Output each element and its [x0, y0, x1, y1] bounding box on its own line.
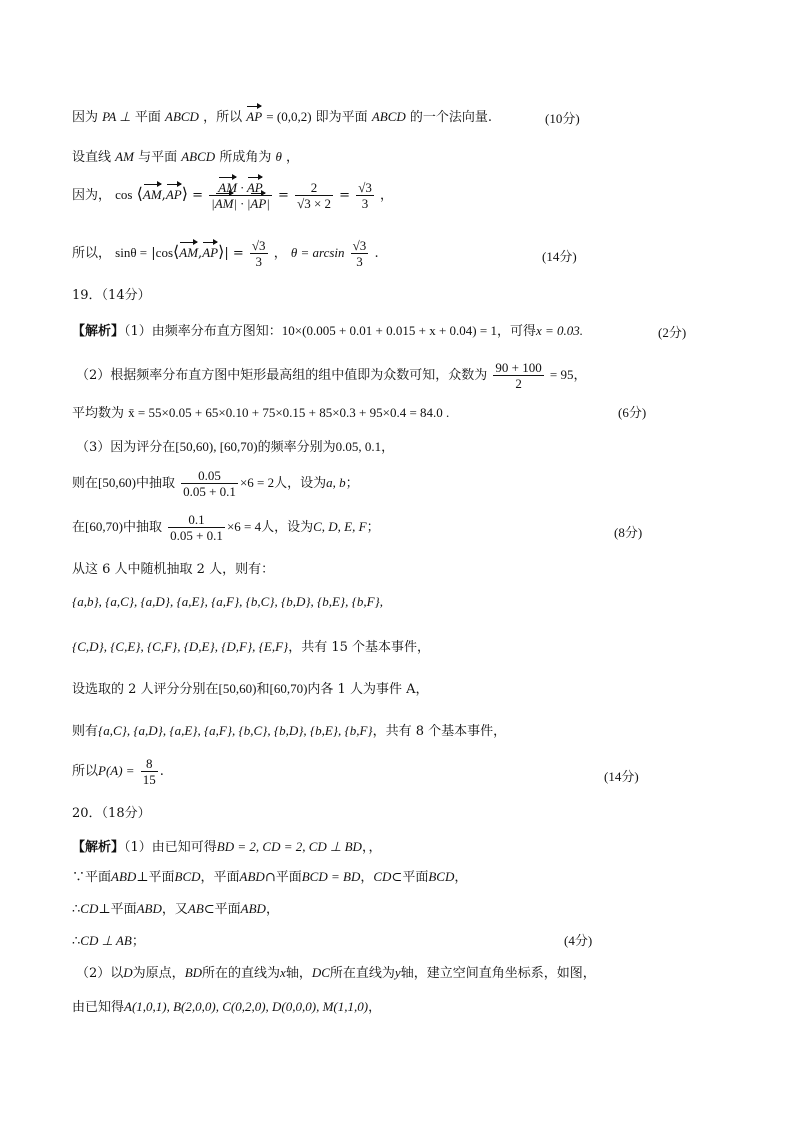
math: ABCD — [165, 109, 199, 124]
q19-line7: 从这 6 人中随机抽取 2 人，则有： — [72, 562, 275, 577]
math: ABCD — [371, 109, 406, 124]
score-6: (6分) — [618, 405, 647, 420]
fraction: $\frac{√3}{3}$ — [358, 180, 372, 211]
text: 与平面 — [138, 150, 178, 165]
q19-line3: 平均数为 x̄ = 55×0.05 + 65×0.10 + 75×0.15 + 85×0.3 + 95×0.4 = 84.0 . — [72, 405, 450, 421]
score-14: (14分) — [542, 249, 577, 264]
q19-line6: 在[60,70)中抽取 $\frac{0.1}{0.05 + 0.1}$ ×6 = 4人，设为C, D, E, F； — [72, 512, 380, 543]
math: θ — [275, 149, 282, 164]
q20-heading: 20．（18分） — [72, 806, 151, 821]
line-normal-vector — [72, 106, 753, 125]
q19-line5: 则在[50,60)中抽取 $\frac{0.05}{0.05 + 0.1}$ ×6 = 2人，设为a, b； — [72, 468, 359, 499]
score-14b: (14分) — [604, 769, 639, 784]
q19-line12: 所以P(A) = $\frac{8}{15}$ . — [72, 756, 164, 787]
score-8: (8分) — [614, 525, 643, 540]
text: 因为 — [72, 110, 99, 125]
text: 的一个法向量. — [409, 110, 493, 125]
q19-line4: （3）因为评分在[50,60), [60,70)的频率分别为0.05, 0.1， — [76, 439, 395, 455]
math: sinθ = — [115, 245, 148, 260]
line-angle-def — [72, 146, 753, 165]
q20-line1: 【解析】（1）由已知可得BD = 2, CD = 2, CD ⊥ BD，， — [72, 839, 382, 855]
q20-line3: ∴CD⊥平面ABD，又AB⊂平面ABD， — [72, 901, 279, 917]
math: PA ⊥ — [102, 109, 131, 124]
score-4: (4分) — [564, 933, 593, 948]
q19-line2: （2）根据频率分布直方图中矩形最高组的组中值即为众数可知，众数为 $\frac{90 + 100}{2}$ = 95， — [76, 360, 587, 391]
q19-heading: 19．（14分） — [72, 288, 151, 303]
text: 因为， — [72, 188, 112, 203]
text: 平面 — [134, 110, 161, 125]
q20-line4: ∴CD ⊥ AB； — [72, 933, 145, 949]
fraction: $\frac{2}{√3 \times 2}$ — [297, 180, 332, 211]
fraction: $\frac{√3}{3}$ — [352, 238, 367, 269]
fraction: $\frac{√3}{3}$ — [251, 238, 266, 269]
math: AM — [115, 149, 134, 164]
q20-line2: ∵平面ABD⊥平面BCD，平面ABD∩平面BCD = BD，CD⊂平面BCD， — [72, 869, 468, 885]
vector-ap: AP — [165, 187, 182, 202]
text: 所成角为 — [219, 150, 272, 165]
vector-ap: AP — [246, 109, 263, 124]
vector-am: AM — [142, 187, 162, 202]
q19-line11: 则有{a,C}, {a,D}, {a,E}, {a,F}, {b,C}, {b,D}, {b,E}, {b,F}，共有 8 个基本事件， — [72, 723, 507, 739]
q20-line5: （2）以D为原点，BD所在的直线为x轴，DC所在直线为y轴，建立空间直角坐标系，如图， — [76, 965, 596, 981]
math: = (0,0,2) — [266, 109, 312, 124]
score-10: (10分) — [545, 111, 580, 126]
fraction: $\frac{AM \cdot AP}{|AM| \cdot |AP|}$ — [211, 180, 270, 211]
score-2: (2分) — [658, 325, 687, 340]
q20-line6: 由已知得A(1,0,1), B(2,0,0), C(0,2,0), D(0,0,0), M(1,1,0)， — [72, 999, 382, 1015]
math: cos — [115, 187, 133, 202]
line-sin-result: 所以， sinθ = |cos⟨AM,AP⟩| = $\frac{√3}{3}$ ， θ = arcsin $\frac{√3}{3}$ . — [72, 238, 379, 269]
text: ， — [286, 150, 300, 165]
text: ，所以 — [203, 110, 243, 125]
q19-line10: 设选取的 2 人评分分别在[50,60)和[60,70)内各 1 人为事件 A， — [72, 681, 429, 697]
text: 即为平面 — [315, 110, 368, 125]
line-cos-formula: 因为， cos ⟨AM,AP⟩ = $\frac{AM \cdot AP}{|AM| \cdot |AP|}$ = $\frac{2}{√3 \times 2}$ = $\frac{√3}{3}$ ， — [72, 180, 394, 211]
q19-line8: {a,b}, {a,C}, {a,D}, {a,E}, {a,F}, {b,C}, {b,D}, {b,E}, {b,F}, — [72, 594, 383, 609]
q19-line9: {C,D}, {C,E}, {C,F}, {D,E}, {D,F}, {E,F}，共有 15 个基本事件， — [72, 639, 431, 655]
text: 所以， — [72, 246, 112, 261]
text: 设直线 — [72, 150, 112, 165]
math: ABCD — [181, 149, 216, 164]
q19-line1: 【解析】（1）由频率分布直方图知：10×(0.005 + 0.01 + 0.015 + x + 0.04) = 1，可得x = 0.03. — [72, 323, 584, 339]
